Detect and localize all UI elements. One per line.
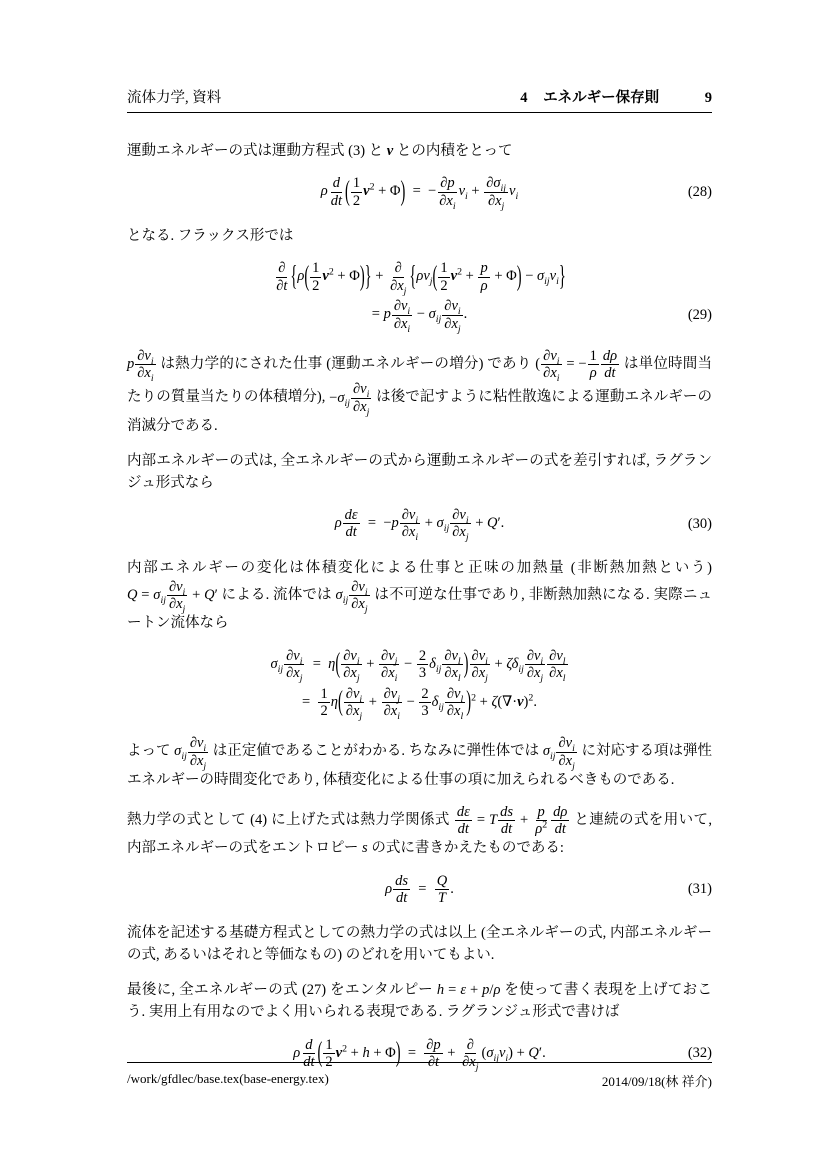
inline-math: $\sigma_{ij}$ $\frac{\partial v_i}{\partial x_j}$ [174, 735, 207, 772]
math-fraction: $\frac{\partial v_i}{\partial x_j}$ [168, 578, 186, 616]
footer-date-author: 2014/09/18(林 祥介) [601, 1074, 712, 1089]
paragraph: よって $\sigma_{ij}$ $\frac{\partial v_i}{\partial x_j}$ は正定値であることがわかる. ちなみに弾性体では $\sigma_{ij}$ $\frac{\partial v_i}{\partial x_j}$ に対応する項は弾性エネルギーの時間変化であり, 体積変化による仕事の項に加えられるべきものである. [127, 735, 713, 788]
math-fraction: $\frac{\partial v_l}{\partial x_l}$ [549, 647, 566, 684]
page-header [127, 86, 712, 113]
inline-math: h = ε + p/ρ [436, 982, 501, 999]
paragraph: 最後に, 全エネルギーの式 (27) をエンタルピー h = ε + p/ρ を使って書く表現を上げておこう. 実用上有用なのでよく用いられる表現である. ラグランジュ形式で書けば [127, 982, 713, 1021]
math-fraction: $\frac{\partial v_i}{\partial x_j}$ [286, 647, 303, 684]
math-fraction: $\frac{1}{2}$ [325, 1036, 333, 1070]
header-section-title: エネルギー保存則 [543, 90, 660, 106]
paragraph: p $\frac{\partial v_i}{\partial x_i}$ は熱力学的にされた仕事 (運動エネルギーの増分) であり ( $\frac{\partial v_i}{\partial x_i}$ = − $\frac{1}{\rho}$ $\frac{d\rho}{dt}$ は単位時間当たりの質量当たりの体積増分), $-\sigma_{ij}$ $\frac{\partial v_i}{\partial x_j}$ は後で記すように粘性散逸による運動エネルギーの消滅分である. [127, 348, 713, 434]
math-fraction: $\frac{\partial v_i}{\partial x_j}$ [471, 647, 488, 684]
paragraph: 内部エネルギーの変化は体積変化による仕事と正味の加熱量 (非断熱加熱という) $Q = \sigma_{ij}$ $\frac{\partial v_i}{\partial x_j}$ + Q′ による. 流体では $\sigma_{ij}$ $\frac{\partial v_i}{\partial x_j}$ は不可逆な仕事であり, 非断熱加熱になる. 実際ニュートン流体なら [127, 559, 712, 632]
math-fraction: $\frac{d\rho}{dt}$ [602, 348, 618, 382]
inline-math: $\sigma_{ij}$ $\frac{\partial v_i}{\partial x_j}$ [335, 578, 368, 616]
header-journal-title: 流体力学, 資料 [127, 90, 222, 106]
math-fraction: ∂ $\partial x_j$ [462, 1036, 479, 1073]
math-fraction: $\partial\sigma_{ij}$ $\partial x_j$ [486, 175, 507, 212]
paragraph: 内部エネルギーの式は, 全エネルギーの式から運動エネルギーの式を差引すれば, ラグランジュ形式なら [127, 452, 712, 491]
math-fraction: $\frac{p}{\rho}$ [480, 260, 488, 294]
header-section-number: 4 [520, 90, 528, 106]
math-fraction: $\frac{2}{3}$ [421, 685, 429, 719]
inline-math: p $\frac{\partial v_i}{\partial x_i}$ [127, 348, 154, 385]
math-fraction: $\frac{\partial p}{\partial x_i}$ [439, 175, 456, 212]
math-fraction: $\frac{\partial v_i}{\partial x_j}$ [526, 647, 544, 684]
paragraph: となる. フラックス形では [127, 228, 294, 244]
math-fraction: $\frac{\partial v_i}{\partial x_i}$ [393, 298, 411, 335]
equation-number: (28) [687, 184, 712, 200]
header-page-number: 9 [704, 90, 712, 106]
display-equation: $\sigma_{ij}$ $\frac{\partial v_i}{\partial x_j}$ = η ( $\frac{\partial v_i}{\partial x_j}$ + $\frac{\partial v_j}{\partial x_i}$ − $\frac{2}{3}$ $\delta_{ij}$ $\frac{\partial v_l}{\partial x_l}$ ) $\frac{\partial v_i}{\partial x_j}$ + $\zeta\delta_{ij}$ $\frac{\partial v_i}{\partial x_j}$ $\frac{\partial v_l}{\partial x_l}$ = $\frac{1}{2}$ η ( $\frac{\partial v_i}{\partial x_j}$ + $\frac{\partial v_j}{\partial x_i}$ − $\frac{2}{3}$ $\delta_{ij}$ $\frac{\partial v_l}{\partial x_l}$ ) $^2 + \zeta(\nabla\cdot v)^2$. [270, 647, 566, 722]
math-fraction: $\frac{1}{2}$ [312, 260, 320, 294]
math-fraction: $\frac{d\varepsilon}{dt}$ [344, 507, 358, 541]
inline-math: $\frac{\partial v_i}{\partial x_i}$ = − $\frac{1}{\rho}$ $\frac{d\rho}{dt}$ [543, 348, 618, 385]
math-fraction: $\frac{\partial v_i}{\partial x_j}$ [444, 298, 461, 335]
inline-math: $\frac{d\varepsilon}{dt}$ = T $\frac{ds}{dt}$ + $\frac{p}{\rho^2}$ $\frac{d\rho}{dt}$ [456, 803, 568, 838]
paragraph: 熱力学の式として (4) に上げた式は熱力学関係式 $\frac{d\varepsilon}{dt}$ = T $\frac{ds}{dt}$ + $\frac{p}{\rho^2}$ $\frac{d\rho}{dt}$ と連続の式を用いて, 内部エネルギーの式をエントロピー s の式に書きかえたものである: [127, 803, 713, 857]
math-fraction: $\frac{2}{3}$ [418, 647, 427, 681]
math-fraction: $\frac{\partial v_i}{\partial x_j}$ [343, 647, 360, 684]
math-fraction: $\frac{\partial v_i}{\partial x_j}$ [352, 381, 370, 418]
math-fraction: $\frac{\partial v_i}{\partial x_j}$ [452, 507, 469, 544]
math-fraction: $\frac{p}{\rho^2}$ [535, 803, 548, 838]
paragraph: 流体を記述する基礎方程式としての熱力学の式は以上 (全エネルギーの式, 内部エネルギーの式, あるいはそれと等価なもの) のどれを用いてもよい. [127, 925, 712, 964]
math-fraction: $\frac{1}{2}$ [320, 685, 328, 719]
math-fraction: $\frac{\partial v_j}{\partial x_i}$ [383, 685, 400, 722]
math-fraction: $\frac{d\varepsilon}{dt}$ [456, 803, 470, 838]
math-fraction: $\frac{\partial v_i}{\partial x_i}$ [137, 348, 154, 385]
math-fraction: $\frac{\partial v_j}{\partial x_i}$ [381, 647, 398, 684]
math-fraction: ∂ $\partial x_j$ [390, 260, 407, 297]
page-footer [127, 1062, 712, 1090]
math-fraction: $\frac{d}{dt}$ [303, 1036, 315, 1070]
equation-number: (30) [687, 515, 712, 532]
math-fraction: $\frac{\partial v_i}{\partial x_i}$ [401, 507, 419, 544]
header-right [520, 86, 712, 107]
display-equation: ∂ ∂t { ρ ( $\frac{1}{2}$ $v^2 + \Phi$ ) } + ∂ $\partial x_j$ { $\rho v_j$ ( $\frac{1}{2}$ $v^2$ + $\frac{p}{\rho}$ + Φ ) − $\sigma_{ij}v_i$ } = p $\frac{\partial v_i}{\partial x_i}$ − $\sigma_{ij}$ $\frac{\partial v_i}{\partial x_j}$ . (29) [276, 260, 712, 335]
math-fraction: $\frac{d}{dt}$ [330, 175, 343, 209]
math-fraction: $\frac{\partial v_i}{\partial x_i}$ [543, 348, 560, 385]
math-fraction: $\frac{Q}{T}$ [436, 872, 448, 906]
equation-number: (29) [687, 307, 712, 323]
math-fraction: $\frac{\partial v_l}{\partial x_l}$ [446, 685, 464, 722]
math-fraction: $\frac{1}{\rho}$ [589, 348, 597, 382]
equation-number: (32) [687, 1045, 712, 1062]
math-fraction: $\frac{\partial v_i}{\partial x_j}$ [351, 578, 368, 616]
document-body [127, 140, 712, 1086]
inline-math: $\sigma_{ij}$ $\frac{\partial v_i}{\partial x_j}$ [542, 735, 575, 772]
math-fraction: $\frac{\partial v_i}{\partial x_j}$ [189, 735, 207, 772]
math-fraction: $\frac{ds}{dt}$ [395, 872, 409, 906]
inline-math: s [362, 840, 368, 857]
inline-math: $Q = \sigma_{ij}$ $\frac{\partial v_i}{\partial x_j}$ + Q′ [127, 578, 218, 616]
inline-math: $-\sigma_{ij}$ $\frac{\partial v_i}{\partial x_j}$ [329, 381, 370, 418]
math-fraction: $\frac{1}{2}$ [440, 260, 448, 294]
inline-math: v [386, 143, 394, 159]
paragraph: 運動エネルギーの式は運動方程式 (3) と v との内積をとって [127, 143, 513, 159]
display-equation: ρ $\frac{ds}{dt}$ = $\frac{Q}{T}$ . (31) [385, 872, 712, 906]
math-fraction: $\frac{\partial v_i}{\partial x_j}$ [345, 685, 363, 722]
equation-number: (31) [687, 881, 712, 898]
math-fraction: ∂ ∂t [276, 260, 288, 294]
math-fraction: $\frac{1}{2}$ [352, 175, 361, 209]
math-fraction: $\frac{\partial v_l}{\partial x_l}$ [444, 647, 461, 684]
math-fraction: $\frac{d\rho}{dt}$ [553, 803, 568, 838]
display-equation: ρ $\frac{d}{dt}$ ( $\frac{1}{2}$ $v^2 + h + \Phi$ ) = $\frac{\partial p}{\partial t}$ + ∂ $\partial x_j$ $(\sigma_{ij}v_i) + Q'$. (32) [293, 1036, 712, 1073]
footer-source-path: /work/gfdlec/base.tex(base-energy.tex) [127, 1071, 329, 1086]
display-equation: ρ $\frac{d\varepsilon}{dt}$ = −p $\frac{\partial v_i}{\partial x_i}$ + $\sigma_{ij}$ $\frac{\partial v_i}{\partial x_j}$ + Q′. (30) [334, 507, 712, 544]
math-fraction: $\frac{\partial v_i}{\partial x_j}$ [558, 735, 575, 772]
math-fraction: $\frac{ds}{dt}$ [500, 803, 513, 838]
display-equation: ρ $\frac{d}{dt}$ ( $\frac{1}{2}$ $v^2 + \Phi$ ) = − $\frac{\partial p}{\partial x_i}$ $v_i$ + $\partial\sigma_{ij}$ $\partial x_j$ $v_i$ (28) [320, 175, 712, 212]
math-fraction: $\frac{\partial p}{\partial t}$ [426, 1036, 441, 1070]
